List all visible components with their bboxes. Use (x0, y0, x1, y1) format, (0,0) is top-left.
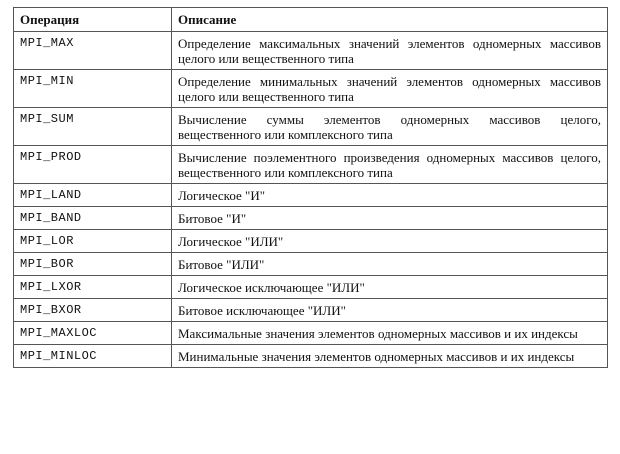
operation-cell: MPI_LAND (14, 184, 172, 207)
description-cell: Определение минимальных значений элементов одномерных массивов целого или вещественного типа (172, 70, 608, 108)
description-cell: Вычисление поэлементного произведения одномерных массивов целого, вещественного или комплексного типа (172, 146, 608, 184)
table-row (14, 299, 608, 322)
header-operation: Операция (14, 8, 172, 32)
description-cell: Вычисление суммы элементов одномерных массивов целого, вещественного или комплексного типа (172, 108, 608, 146)
table-row (14, 70, 608, 108)
table-row (14, 108, 608, 146)
table-row (14, 276, 608, 299)
description-cell: Минимальные значения элементов одномерных массивов и их индексы (172, 345, 608, 368)
table-row (14, 184, 608, 207)
operation-cell: MPI_PROD (14, 146, 172, 184)
operation-cell: MPI_BXOR (14, 299, 172, 322)
operation-cell: MPI_MAXLOC (14, 322, 172, 345)
description-cell: Логическое исключающее "ИЛИ" (172, 276, 608, 299)
operation-cell: MPI_MAX (14, 32, 172, 70)
operation-cell: MPI_BAND (14, 207, 172, 230)
table-row (14, 345, 608, 368)
description-cell: Определение максимальных значений элементов одномерных массивов целого или вещественного типа (172, 32, 608, 70)
table-header-row (14, 8, 608, 32)
operation-cell: MPI_LOR (14, 230, 172, 253)
table-row (14, 207, 608, 230)
description-cell: Битовое "ИЛИ" (172, 253, 608, 276)
table-row (14, 32, 608, 70)
operation-cell: MPI_MINLOC (14, 345, 172, 368)
operation-cell: MPI_SUM (14, 108, 172, 146)
description-cell: Максимальные значения элементов одномерных массивов и их индексы (172, 322, 608, 345)
operation-cell: MPI_MIN (14, 70, 172, 108)
table-row (14, 146, 608, 184)
operation-cell: MPI_BOR (14, 253, 172, 276)
description-cell: Битовое "И" (172, 207, 608, 230)
operation-cell: MPI_LXOR (14, 276, 172, 299)
table-row (14, 322, 608, 345)
description-cell: Логическое "ИЛИ" (172, 230, 608, 253)
mpi-operations-table (13, 7, 608, 368)
description-cell: Битовое исключающее "ИЛИ" (172, 299, 608, 322)
description-cell: Логическое "И" (172, 184, 608, 207)
table-row (14, 253, 608, 276)
table-row (14, 230, 608, 253)
header-description: Описание (172, 8, 608, 32)
